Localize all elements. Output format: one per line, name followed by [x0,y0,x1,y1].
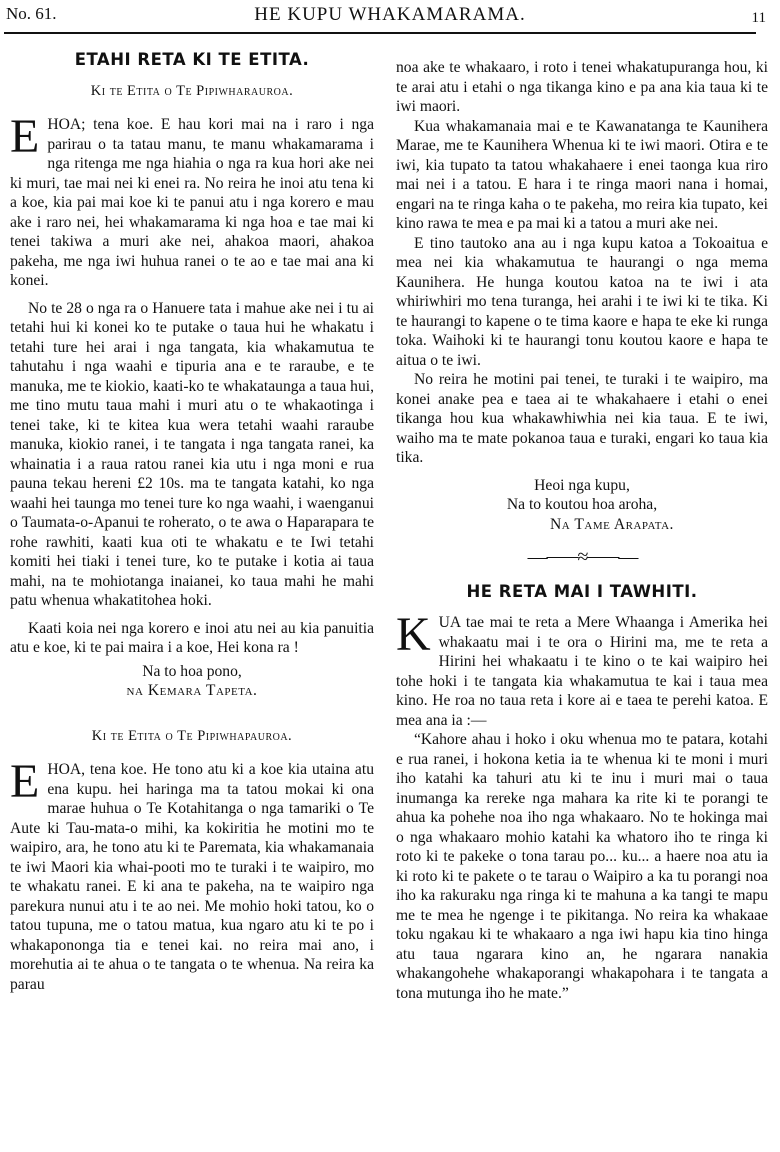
right-paragraph-3: No reira he motini pai tenei, te turaki i te waipiro, ma konei anake pea e taea ai te whakahaere i etahi o enei tikanga hou kua whakawhiwhia nei kia taua. E te iwi, waiho ma te mate pokanoa taua e turaki, engari ko taua kia tika. [396,371,768,466]
header-rule [4,32,756,34]
letter1-salutation: Ki te Etita o Te Pipiwharauroa. [90,82,294,99]
letter2-paragraph-1: EHOA, tena koe. He tono atu ki a koe kia utaina atu ena kupu. hei haringa ma ta tatou mokai ki ona marae huhua o Te Kotahitanga o nga tamariki o Te Aute ki Tau-mata-o mihi, ka kokiritia he motini mo te waipiro, ara, he tono atu ki te Paremata, kia whakamanaia te iwi Maori kia whai-pooti mo te turaki i te waipiro, mo te whakatu ranei. E ki ana te pakeha, na te waipiro nga parekura nunui atu i te ao nei. Me mohio hoki tatou, ko o tatou tupuna, me o tatou matua, kua ngaro atu ki te po i whakapononga tia e tenei kai. no reira mai ano, i morehutia ai te ahua o te tangata o te whenua. Na reira ka parau [10,755,374,993]
letter1-paragraph-1: EHOA; tena koe. E hau kori mai na i raro i nga parirau o ta tatau manu, te manu whakamarama i nga ritenga me nga hiahia o nga ra kua hori ake nei ki muri, tae mai nei ki enei ra. No reira he inoi atu tena ki a koe, kia pai mai koe ki te panui atu i nga korero e mau ake i raro nei, hei whakamarama ki nga hoa e tae mai ki tenei takiwa a muri ake nei, ahakoa maori, ahakoa pakeha, me nga iwi huhua ranei o te ao e tae mai ana ki konei. [10,110,374,289]
page-title: HE KUPU WHAKAMARAMA. [254,4,526,25]
drop-cap: K [396,608,431,661]
drop-cap: E [10,110,40,163]
closing-signature: Na Tame Arapata. [550,515,674,533]
right-paragraph-2: E tino tautoko ana au i nga kupu katoa a Tokoaitua e mea nei kia whakamutua te haurangi o nga mema Kaunihera. He hunga koutou katoa na te iwi i ata whiriwhiri mo tena turanga, hei arahi i te iwi ki te tika. Ki te haurangi to kapene o te tima kaore e hapa te eke ki runga toka. Waihoki ki te haurangi tonu koutou kaore e hapa te aitua o te iwi. [396,234,768,369]
ornament-divider: —⸺≈⸺— [527,546,637,568]
closing-line-2: Na to koutou hoa aroha, [506,496,658,513]
page-header [0,0,780,40]
page-number: 11 [751,10,766,26]
right-paragraph-1: Kua whakamanaia mai e te Kawanatanga te Kaunihera Marae, me te Kaunihera Whenua ki te iwi maori. Otira e te iwi, kia tupato ta tatou whakahaere i enei taonga kua riro mai nei i a tatou. E hara i te ringa maori nana i homai, engari na te ringa kaha o te pakeha, mo reira kia tupato, kei kino rawa te mea e pa mai ki a tatou a muri ake nei. [396,117,768,232]
letter1-signoff: Na to hoa pono, [142,662,242,680]
section-heading-letters: ETAHI RETA KI TE ETITA. [74,50,310,69]
tawhiti-quote: “Kahore ahau i hoko i oku whenua mo te patara, kotahi e rua ranei, i hokona ketia ia te whenua ki te moni i muri iho katahi ka tahuri atu ki te inu i muri mai o taua inumanga ka rereke nga mahara ka rite ki te porangi te ahua ka pohehe noa iho nga whakaaro. No te hokinga mai o nga whakaaro mohio katahi ka whatoro iho te ringa ki roto ki te pakeke o tona tarau po... ku... a haere noa atu ia ki roto ki te pakete o te tarau o Waipiro a ka tu porangi noa iho ka rakuraku nga ringa ki te mahuna a ka tangi te mapu me te mea he ngenge i te pikitanga. No reira ka whakaae toku ngakau ki te whakaaro a nga iwi hapu kia tino hinga atu taua ngarara kino an, he ngarara nanakia whakangohehe whakaporangi whakapohara i te tangata a tona mutunga iho he mate.” [396,731,768,1002]
right-column [396,58,768,1003]
letter1-paragraph-2: No te 28 o nga ra o Hanuere tata i mahue ake nei i tu ai tetahi hui ki konei ko te putake o taua hui he whakatu i tetahi ture hei arai i nga tangata, kia whakamutua te tahutahu i nga waahi e tipuria ana e te raraube, e te manuka, me te kiokio, kaati-ko te whakataunga a taua hui, me tino mutu taua mahi i muri atu o te whakaotinga i tenei take, ki te kitea kua wera tetahi waahi raraube manuka, kiokio ranei, i te tangata i nga tangata ranei, ka whainatia i a raua ratou ranei kia utu i nga moni e rua pauna tekau hereni £2 10s. ma te tangata katahi, ko nga waahi hei taunga mo tenei ture ko nga waahi, i waenganui o Taumata-o-Apanui te roherato, o te awa o Haparapara te rohe rawhiti, kaati kua oti te whakatu e te Iwi tetahi komiti hei tiaki i tenei ture, ko te putake i kotia ai taua mahi, na te mohiotanga inaianei, ko taua mahi he mahi patu whenua whakatitohea hoki. [10,299,374,609]
letter1-paragraph-3: Kaati koia nei nga korero e inoi atu nei au kia panuitia atu e koe, ki te pai maira i a koe, Hei kona ra ! [10,619,374,656]
drop-cap: E [10,755,40,808]
left-column [10,44,374,994]
letter1-signature: na Kemara Tapeta. [126,682,258,699]
section-heading-tawhiti: HE RETA MAI I TAWHITI. [466,581,698,601]
closing-line-1: Heoi nga kupu, [534,476,630,494]
continued-paragraph: noa ake te whakaaro, i roto i tenei whakatupuranga hou, ki te arai atu i etahi o nga tikanga kino e pa ana kia taua ki te iwi maori. [396,59,768,115]
tawhiti-paragraph-1: KUA tae mai te reta a Mere Whaanga i Amerika hei whakaatu mai i te ora o Hirini ma, me te reta a Hirini hei whakaatu i te kino o te kai waipiro hei tohe hoki i te tangata kia whakamutua te kai i taua mea kino. He roa no taua reta i kore ai e taea te perehi katoa. E mea ana ia :— [396,608,768,729]
issue-number: No. 61. [6,4,57,23]
letter2-salutation: Ki te Etita o Te Pipiwhapauroa. [91,727,293,744]
